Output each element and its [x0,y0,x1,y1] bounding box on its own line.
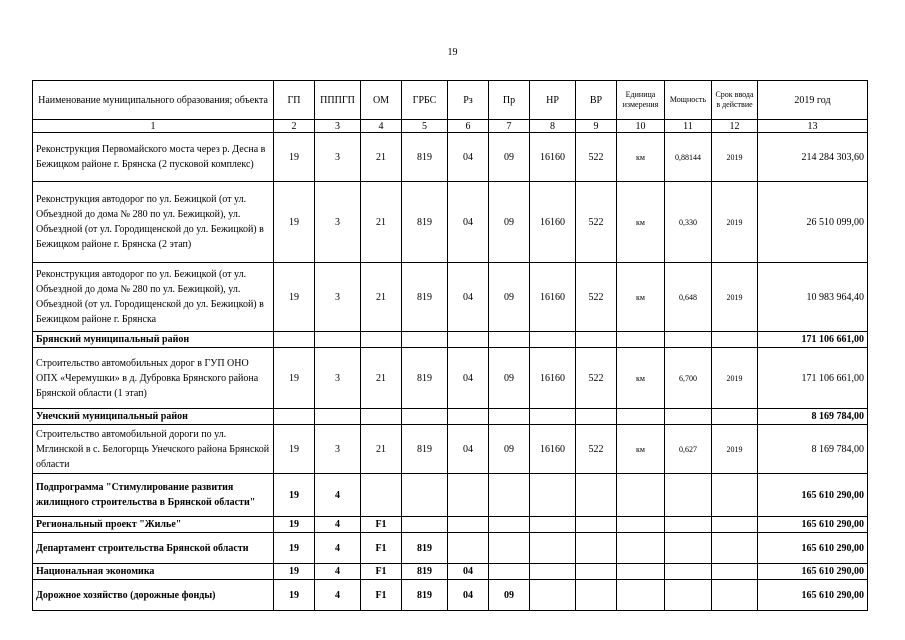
budget-table [32,80,868,611]
row-sum: 214 284 303,60 [758,133,868,182]
row-pr: 09 [489,182,530,263]
row-gp: 19 [274,533,315,564]
row-power [665,580,712,611]
row-name: Дорожное хозяйство (дорожные фонды) [33,580,274,611]
row-pppgp: 3 [315,348,361,409]
row-pppgp: 3 [315,425,361,474]
row-rz: 04 [448,348,489,409]
row-gp: 19 [274,564,315,580]
row-om: F1 [361,533,402,564]
row-rz: 04 [448,564,489,580]
column-number: 2 [274,120,315,133]
row-pppgp: 3 [315,182,361,263]
row-grbs: 819 [402,263,448,332]
column-number: 1 [33,120,274,133]
row-pppgp: 4 [315,564,361,580]
row-unit [617,533,665,564]
row-unit [617,409,665,425]
header-cell-year: 2019 год [758,81,868,120]
column-number-row [33,120,868,133]
header-cell-pr: Пр [489,81,530,120]
row-gp: 19 [274,425,315,474]
row-rz [448,533,489,564]
table-row [33,263,868,332]
column-number: 5 [402,120,448,133]
row-rz: 04 [448,263,489,332]
row-gp: 19 [274,517,315,533]
row-sum: 165 610 290,00 [758,474,868,517]
table-row [33,580,868,611]
row-pppgp: 4 [315,580,361,611]
column-number: 10 [617,120,665,133]
row-rz: 04 [448,425,489,474]
column-number: 9 [576,120,617,133]
row-rz [448,474,489,517]
header-cell-term: Срок ввода в действие [712,81,758,120]
row-power [665,332,712,348]
column-number: 11 [665,120,712,133]
row-nr: 16160 [530,348,576,409]
row-gp: 19 [274,474,315,517]
row-grbs [402,332,448,348]
row-sum: 171 106 661,00 [758,348,868,409]
row-pr [489,332,530,348]
row-power: 6,700 [665,348,712,409]
row-gp: 19 [274,133,315,182]
row-grbs [402,474,448,517]
row-om: 21 [361,182,402,263]
row-pr [489,564,530,580]
row-om [361,409,402,425]
table-row [33,332,868,348]
row-vr [576,474,617,517]
header-row [33,81,868,120]
table-row [33,564,868,580]
row-name: Реконструкция автодорог по ул. Бежицкой (от ул. Объездной до дома № 280 по ул. Бежицкой), ул. Объездной (от ул. Городищенской до ул. Бежицкой) в Бежицком районе г. Брянска (2 этап) [33,182,274,263]
row-rz: 04 [448,580,489,611]
table-row [33,533,868,564]
header-cell-nr: НР [530,81,576,120]
row-power: 0,88144 [665,133,712,182]
header-cell-rz: Рз [448,81,489,120]
row-rz: 04 [448,182,489,263]
row-name: Строительство автомобильной дороги по ул. Мглинской в с. Белогорщь Унечского района Брянской области [33,425,274,474]
row-power [665,409,712,425]
row-sum: 8 169 784,00 [758,409,868,425]
row-vr [576,409,617,425]
row-nr [530,474,576,517]
row-vr [576,517,617,533]
row-gp: 19 [274,182,315,263]
row-grbs: 819 [402,564,448,580]
row-nr [530,409,576,425]
column-number: 7 [489,120,530,133]
row-unit: км [617,182,665,263]
row-gp [274,332,315,348]
row-sum: 165 610 290,00 [758,517,868,533]
row-name: Региональный проект "Жилье" [33,517,274,533]
row-om: F1 [361,580,402,611]
header-cell-gp: ГП [274,81,315,120]
row-rz: 04 [448,133,489,182]
row-pr [489,409,530,425]
row-pr [489,517,530,533]
row-name: Национальная экономика [33,564,274,580]
row-pr [489,474,530,517]
page-number: 19 [447,47,458,58]
header-cell-pppgp: ПППГП [315,81,361,120]
table-row [33,517,868,533]
row-pppgp: 3 [315,263,361,332]
row-vr [576,580,617,611]
row-grbs: 819 [402,580,448,611]
row-grbs [402,517,448,533]
row-rz [448,517,489,533]
row-name: Брянский муниципальный район [33,332,274,348]
row-pppgp: 4 [315,533,361,564]
row-sum: 10 983 964,40 [758,263,868,332]
row-sum: 171 106 661,00 [758,332,868,348]
row-vr: 522 [576,182,617,263]
table-row [33,133,868,182]
row-pr: 09 [489,425,530,474]
table-row [33,425,868,474]
row-pppgp: 3 [315,133,361,182]
row-gp: 19 [274,348,315,409]
row-unit: км [617,263,665,332]
column-number: 3 [315,120,361,133]
row-year: 2019 [712,182,758,263]
row-om: 21 [361,348,402,409]
row-nr [530,517,576,533]
row-year [712,517,758,533]
row-pr: 09 [489,133,530,182]
row-nr [530,580,576,611]
row-unit [617,332,665,348]
table-row [33,409,868,425]
row-sum: 8 169 784,00 [758,425,868,474]
row-nr [530,533,576,564]
row-om: F1 [361,517,402,533]
row-unit: км [617,425,665,474]
row-name: Подпрограмма "Стимулирование развития жилищного строительства в Брянской области" [33,474,274,517]
row-pppgp [315,332,361,348]
row-rz [448,332,489,348]
row-name: Реконструкция Первомайского моста через р. Десна в Бежицком районе г. Брянска (2 пусковой комплекс) [33,133,274,182]
column-number: 4 [361,120,402,133]
row-om: F1 [361,564,402,580]
row-gp: 19 [274,263,315,332]
row-vr: 522 [576,348,617,409]
row-year: 2019 [712,133,758,182]
row-name: Департамент строительства Брянской области [33,533,274,564]
row-year [712,564,758,580]
row-unit [617,474,665,517]
row-grbs [402,409,448,425]
row-grbs: 819 [402,348,448,409]
row-sum: 26 510 099,00 [758,182,868,263]
row-sum: 165 610 290,00 [758,533,868,564]
header-cell-vr: ВР [576,81,617,120]
row-vr: 522 [576,133,617,182]
row-vr [576,564,617,580]
column-number: 12 [712,120,758,133]
row-pppgp: 4 [315,517,361,533]
row-power [665,517,712,533]
row-sum: 165 610 290,00 [758,580,868,611]
row-year [712,533,758,564]
row-pppgp: 4 [315,474,361,517]
column-number: 6 [448,120,489,133]
column-number: 13 [758,120,868,133]
row-grbs: 819 [402,182,448,263]
row-pr [489,533,530,564]
row-name: Реконструкция автодорог по ул. Бежицкой (от ул. Объездной до дома № 280 по ул. Бежицкой), ул. Объездной (от ул. Городищенской до ул. Бежицкой) в Бежицком районе г. Брянска [33,263,274,332]
row-unit [617,564,665,580]
row-nr [530,332,576,348]
header-cell-power: Мощность [665,81,712,120]
row-unit: км [617,348,665,409]
row-nr: 16160 [530,133,576,182]
row-name: Унечский муниципальный район [33,409,274,425]
row-om [361,474,402,517]
row-rz [448,409,489,425]
row-power [665,564,712,580]
row-vr: 522 [576,263,617,332]
row-power: 0,330 [665,182,712,263]
header-cell-grbs: ГРБС [402,81,448,120]
row-gp: 19 [274,580,315,611]
row-om [361,332,402,348]
row-year: 2019 [712,348,758,409]
row-year [712,474,758,517]
row-nr: 16160 [530,425,576,474]
row-pr: 09 [489,263,530,332]
row-year: 2019 [712,425,758,474]
row-nr: 16160 [530,182,576,263]
row-power [665,474,712,517]
row-pr: 09 [489,580,530,611]
row-grbs: 819 [402,133,448,182]
row-vr [576,332,617,348]
row-pr: 09 [489,348,530,409]
table-row [33,182,868,263]
row-power [665,533,712,564]
row-gp [274,409,315,425]
header-cell-name: Наименование муниципального образования; объекта [33,81,274,120]
row-om: 21 [361,425,402,474]
row-year: 2019 [712,263,758,332]
row-nr [530,564,576,580]
row-vr: 522 [576,425,617,474]
column-number: 8 [530,120,576,133]
row-name: Строительство автомобильных дорог в ГУП ОНО ОПХ «Черемушки» в д. Дубровка Брянского района Брянской области (1 этап) [33,348,274,409]
row-om: 21 [361,133,402,182]
row-grbs: 819 [402,425,448,474]
table-row [33,474,868,517]
header-cell-om: ОМ [361,81,402,120]
row-unit [617,580,665,611]
row-sum: 165 610 290,00 [758,564,868,580]
header-cell-unit: Единица измерения [617,81,665,120]
row-unit [617,517,665,533]
row-grbs: 819 [402,533,448,564]
row-power: 0,627 [665,425,712,474]
row-vr [576,533,617,564]
row-year [712,580,758,611]
row-nr: 16160 [530,263,576,332]
table-row [33,348,868,409]
row-year [712,409,758,425]
row-om: 21 [361,263,402,332]
row-power: 0,648 [665,263,712,332]
row-unit: км [617,133,665,182]
row-pppgp [315,409,361,425]
row-year [712,332,758,348]
